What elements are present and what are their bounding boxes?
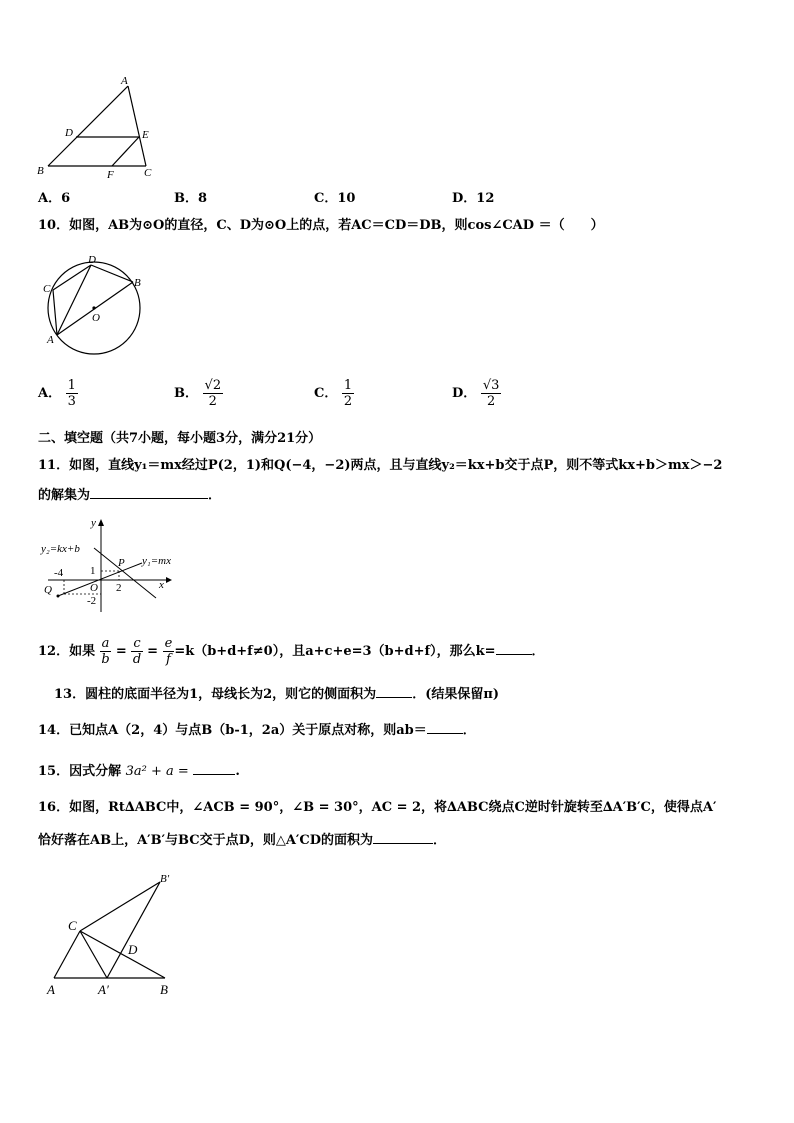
q11-line2 bbox=[38, 486, 221, 506]
q16-label-C: C bbox=[68, 918, 77, 933]
q16-label-B: B bbox=[160, 982, 168, 997]
q11-label-2: 2 bbox=[116, 582, 122, 594]
q12-fraction-e-f bbox=[163, 636, 175, 667]
q12-suffix: =k（b+d+f≠0），且a+c+e=3（b+d+f），那么k= bbox=[174, 644, 496, 659]
q11-label-minus4: -4 bbox=[54, 567, 64, 579]
q10-label-A: A bbox=[47, 334, 54, 346]
q9-option-d: D．12 bbox=[452, 191, 495, 206]
q9-label-A: A bbox=[121, 75, 128, 87]
q11-end: ． bbox=[208, 488, 222, 503]
q16-end: ． bbox=[433, 833, 447, 848]
q16-line2 bbox=[38, 831, 446, 851]
q10-option-d-den: 2 bbox=[486, 394, 496, 409]
q16-label-A-prime: A′ bbox=[98, 982, 109, 997]
q13-line bbox=[54, 685, 499, 705]
q12-eq1: = bbox=[115, 644, 127, 659]
q11-label-y1: y₁=mx bbox=[142, 555, 171, 567]
q11-label-y2: y₂=kx+b bbox=[41, 543, 80, 555]
q14-answer-blank bbox=[427, 733, 463, 734]
q10-label-D: D bbox=[88, 254, 96, 266]
q12-end: ． bbox=[531, 644, 545, 659]
q12-f1-den: b bbox=[101, 652, 110, 667]
q9-label-E: E bbox=[142, 129, 149, 141]
q16-rotation-figure bbox=[40, 866, 190, 1001]
q9-label-D: D bbox=[65, 127, 73, 139]
q12-f2-num: c bbox=[133, 636, 141, 651]
q11-answer-blank bbox=[90, 498, 208, 499]
q12-fraction-c-d bbox=[131, 636, 142, 667]
q10-option-a-fraction bbox=[66, 378, 78, 409]
q10-option-d-letter: D． bbox=[452, 386, 477, 401]
q13-answer-blank bbox=[376, 697, 412, 698]
q12-fraction-a-b bbox=[100, 636, 112, 667]
q10-option-a-letter: A． bbox=[38, 386, 62, 401]
q11-label-x: x bbox=[159, 579, 164, 591]
q11-label-1: 1 bbox=[90, 565, 96, 577]
q10-circle-figure bbox=[40, 252, 150, 352]
q12-f1-num: a bbox=[101, 636, 110, 651]
q10-label-O: O bbox=[92, 312, 100, 324]
q15-text: 15．因式分解 bbox=[38, 764, 122, 779]
q15-answer-blank bbox=[193, 774, 235, 775]
q11-label-y: y bbox=[91, 517, 96, 529]
q13-end: ．(结果保留π) bbox=[412, 687, 500, 702]
q10-option-c-den: 2 bbox=[343, 394, 353, 409]
q15-expression: 3a² + a = bbox=[125, 764, 189, 779]
q10-option-a-den: 3 bbox=[67, 394, 76, 409]
q10-option-d bbox=[452, 378, 501, 409]
q15-end: . bbox=[235, 764, 240, 779]
q10-option-d-fraction bbox=[481, 378, 502, 409]
q12-f3-num: e bbox=[164, 636, 173, 651]
q15-line bbox=[38, 762, 240, 782]
q12-eq2: = bbox=[147, 644, 159, 659]
q11-label-P: P bbox=[118, 557, 125, 569]
q16-answer-blank bbox=[373, 843, 433, 844]
q11-graph-figure bbox=[38, 514, 188, 614]
q11-label-O: O bbox=[90, 582, 98, 594]
q10-option-c bbox=[314, 378, 354, 409]
q12-f3-den: f bbox=[166, 652, 171, 667]
q14-text: 14．已知点A（2，4）与点B（b-1，2a）关于原点对称，则ab＝ bbox=[38, 723, 427, 738]
q10-option-b bbox=[174, 378, 223, 409]
q14-line bbox=[38, 721, 476, 741]
q10-option-a bbox=[38, 378, 78, 409]
q16-label-A: A bbox=[47, 982, 55, 997]
q10-option-c-fraction bbox=[342, 378, 354, 409]
q12-prefix: 12．如果 bbox=[38, 644, 96, 659]
q10-stem: 10．如图，AB为⊙O的直径，C、D为⊙O上的点，若AC＝CD＝DB，则cos∠CAD ＝（ ） bbox=[38, 218, 604, 233]
q10-option-b-den: 2 bbox=[208, 394, 217, 409]
q10-label-B: B bbox=[134, 277, 141, 289]
q11-line1: 11．如图，直线y₁＝mx经过P(2，1)和Q(−4，−2)两点，且与直线y₂＝kx+b交于点P，则不等式kx+b＞mx＞−2 bbox=[38, 458, 723, 473]
q9-triangle-figure bbox=[30, 72, 170, 182]
q10-option-c-num: 1 bbox=[343, 378, 353, 393]
q9-option-c: C．10 bbox=[314, 191, 356, 206]
q10-option-c-letter: C． bbox=[314, 386, 338, 401]
q9-label-F: F bbox=[107, 169, 114, 181]
q11-label-minus2: -2 bbox=[87, 595, 97, 607]
q9-option-a: A．6 bbox=[38, 191, 71, 206]
q9-label-B: B bbox=[37, 165, 44, 177]
q16-line2-text: 恰好落在AB上，A′B′与BC交于点D，则△A′CD的面积为 bbox=[38, 833, 373, 848]
q10-option-b-num: √2 bbox=[204, 378, 222, 393]
q10-option-a-num: 1 bbox=[67, 378, 76, 393]
q13-text: 13．圆柱的底面半径为1，母线长为2，则它的侧面积为 bbox=[54, 687, 377, 702]
q9-label-C: C bbox=[144, 167, 152, 179]
q14-end: ． bbox=[462, 723, 476, 738]
section-heading-fill-in: 二、填空题（共7小题，每小题3分，满分21分） bbox=[38, 431, 322, 446]
q9-option-b: B．8 bbox=[174, 191, 208, 206]
q11-label-Q: Q bbox=[44, 584, 52, 596]
q16-label-B-prime: B′ bbox=[160, 873, 170, 885]
q16-label-D: D bbox=[128, 942, 138, 957]
q12-answer-blank bbox=[496, 654, 532, 655]
q11-line2-text: 的解集为 bbox=[38, 488, 91, 503]
q16-line1: 16．如图，Rt∆ABC中，∠ACB = 90°，∠B = 30°，AC = 2，将∆ABC绕点C逆时针旋转至∆A′B′C，使得点A′ bbox=[38, 800, 717, 815]
q10-label-C: C bbox=[43, 283, 51, 295]
q10-option-b-fraction bbox=[203, 378, 224, 409]
q12-f2-den: d bbox=[132, 652, 142, 667]
q10-option-d-num: √3 bbox=[482, 378, 500, 393]
q12-line bbox=[38, 636, 545, 667]
q10-option-b-letter: B． bbox=[174, 386, 198, 401]
